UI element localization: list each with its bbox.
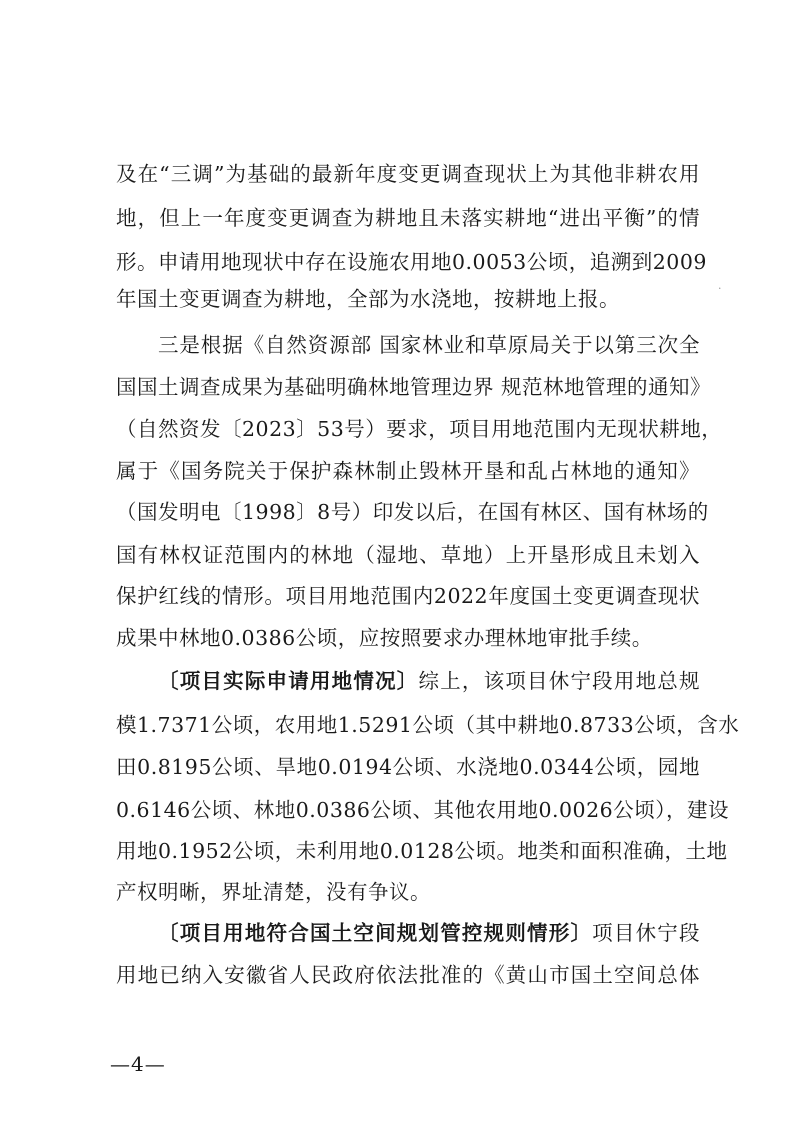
body-text-line: 地，但上一年度变更调查为耕地且未落实耕地“进出平衡”的情 [116, 206, 700, 230]
body-text-line: 用地0.1952公顷，未利用地0.0128公顷。地类和面积准确，土地 [116, 839, 728, 863]
body-text-line: 国国土调查成果为基础明确林地管理边界 规范林地管理的通知》 [116, 375, 712, 399]
paragraph-first-line [158, 666, 700, 696]
body-text-line: 三是根据《自然资源部 国家林业和草原局关于以第三次全 [158, 333, 700, 357]
body-text-line: 保护红线的情形。项目用地范围内2022年度国土变更调查现状 [116, 584, 700, 608]
body-text-span: 综上，该项目休宁段用地总规 [418, 669, 700, 693]
body-text-line: 国有林权证范围内的林地（湿地、草地）上开垦形成且未划入 [116, 543, 700, 567]
body-text-line: 形。申请用地现状中存在设施农用地0.0053公顷，追溯到2009 [116, 250, 707, 274]
body-text-line: （自然资发〔2023〕53号）要求，项目用地范围内无现状耕地， [116, 417, 723, 441]
body-text-line: 年国土变更调查为耕地，全部为水浇地，按耕地上报。 [116, 287, 620, 311]
body-text-line: 成果中林地0.0386公顷，应按照要求办理林地审批手续。 [116, 626, 653, 650]
paragraph-first-line [158, 918, 700, 948]
body-text-line: （国发明电〔1998〕8号）印发以后，在国有林区、国有林场的 [116, 500, 709, 524]
section-heading-actual-land-use: 〔项目实际申请用地情况〕 [158, 669, 419, 693]
body-text-line: 产权明晰，界址清楚，没有争议。 [116, 880, 431, 904]
page-number: —4— [110, 1052, 166, 1076]
body-text-span: 项目休宁段 [592, 921, 701, 945]
scan-speck-decoration: · [718, 282, 722, 295]
body-text-line: 属于《国务院关于保护森林制止毁林开垦和乱占林地的通知》 [116, 459, 700, 483]
body-text-line: 田0.8195公顷、旱地0.0194公顷、水浇地0.0344公顷，园地 [116, 755, 700, 779]
body-text-line: 0.6146公顷、林地0.0386公顷、其他农用地0.0026公顷），建设 [116, 798, 729, 822]
body-text-line: 用地已纳入安徽省人民政府依法批准的《黄山市国土空间总体 [116, 963, 700, 987]
body-text-line: 模1.7371公顷，农用地1.5291公顷（其中耕地0.8733公顷，含水 [116, 713, 740, 737]
section-heading-planning-compliance: 〔项目用地符合国土空间规划管控规则情形〕 [158, 921, 593, 945]
body-text-line: 及在“三调”为基础的最新年度变更调查现状上为其他非耕农用 [116, 162, 700, 186]
